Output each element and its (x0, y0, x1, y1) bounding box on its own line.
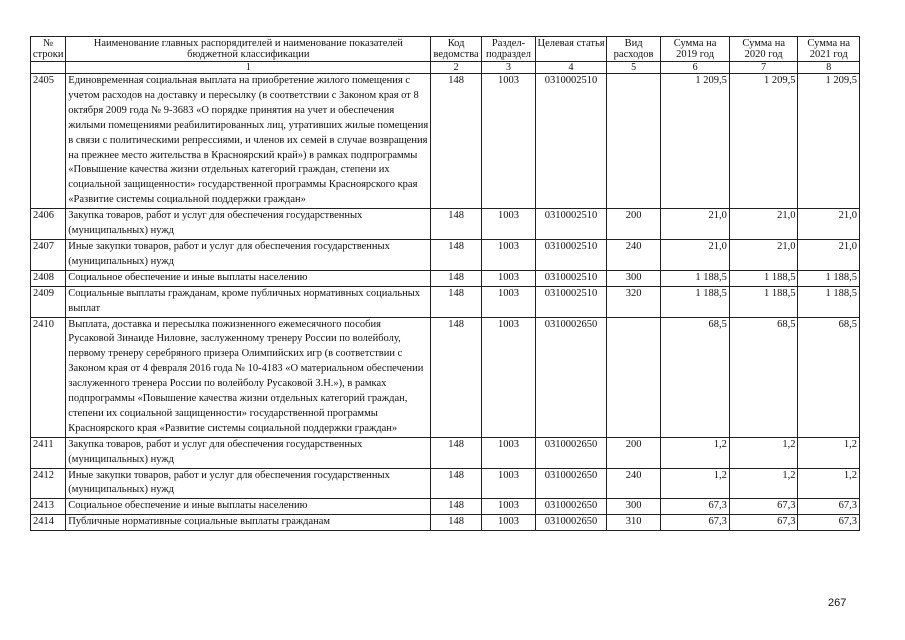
row-expense-type: 200 (606, 209, 660, 240)
row-name: Единовременная социальная выплата на приобретение жилого помещения с учетом расходов на доставку и пересылку (в соответствии с Законом края от 8 октября 2009 года № 9-3683 «О порядке принятия на учет и обеспечения жилыми помещениями реабилитированных лиц, утративших жилые помещения в связи с политическими репрессиями, и членов их семей в случае возвращения на прежнее место жительства в Красноярский край») в рамках подпрограммы «Повышение качества жизни отдельных категорий граждан, степени их социальной защищенности» государственной программы Красноярского края «Развитие системы социальной поддержки граждан» (66, 74, 431, 209)
row-section: 1003 (481, 499, 535, 515)
row-sum-2020: 21,0 (729, 239, 798, 270)
header-row (31, 37, 860, 62)
row-sum-2020: 67,3 (729, 515, 798, 531)
row-name: Иные закупки товаров, работ и услуг для обеспечения государственных (муниципальных) нужд (66, 468, 431, 499)
row-dept-code: 148 (431, 239, 481, 270)
header-name: Наименование главных распорядителей и наименование показателей бюджетной классификации (66, 37, 431, 62)
table-row (31, 209, 860, 240)
table-row (31, 499, 860, 515)
row-dept-code: 148 (431, 468, 481, 499)
row-number: 2407 (31, 239, 66, 270)
row-section: 1003 (481, 515, 535, 531)
row-sum-2019: 67,3 (661, 515, 730, 531)
row-number: 2405 (31, 74, 66, 209)
table-row (31, 239, 860, 270)
table-row (31, 468, 860, 499)
row-name: Закупка товаров, работ и услуг для обеспечения государственных (муниципальных) нужд (66, 437, 431, 468)
row-expense-type: 300 (606, 499, 660, 515)
table-row (31, 286, 860, 317)
row-number: 2406 (31, 209, 66, 240)
row-target: 0310002650 (536, 515, 607, 531)
row-number: 2409 (31, 286, 66, 317)
table-row (31, 437, 860, 468)
row-target: 0310002650 (536, 437, 607, 468)
row-sum-2020: 1 209,5 (729, 74, 798, 209)
row-target: 0310002510 (536, 74, 607, 209)
row-expense-type: 200 (606, 437, 660, 468)
row-section: 1003 (481, 468, 535, 499)
row-target: 0310002510 (536, 239, 607, 270)
row-sum-2021: 67,3 (798, 515, 860, 531)
header-dept-code: Код ведомства (431, 37, 481, 62)
column-number: 3 (481, 62, 535, 74)
row-name: Закупка товаров, работ и услуг для обеспечения государственных (муниципальных) нужд (66, 209, 431, 240)
row-expense-type: 320 (606, 286, 660, 317)
row-sum-2021: 1 209,5 (798, 74, 860, 209)
row-section: 1003 (481, 74, 535, 209)
column-number: 1 (66, 62, 431, 74)
row-sum-2019: 21,0 (661, 239, 730, 270)
row-sum-2019: 68,5 (661, 317, 730, 437)
column-number: 2 (431, 62, 481, 74)
row-target: 0310002510 (536, 286, 607, 317)
row-target: 0310002650 (536, 317, 607, 437)
row-sum-2019: 21,0 (661, 209, 730, 240)
row-section: 1003 (481, 239, 535, 270)
header-sum-2020: Сумма на 2020 год (729, 37, 798, 62)
row-name: Иные закупки товаров, работ и услуг для обеспечения государственных (муниципальных) нужд (66, 239, 431, 270)
row-dept-code: 148 (431, 209, 481, 240)
row-sum-2021: 1 188,5 (798, 270, 860, 286)
row-target: 0310002650 (536, 499, 607, 515)
budget-table (30, 36, 860, 531)
header-sum-2021: Сумма на 2021 год (798, 37, 860, 62)
row-number: 2412 (31, 468, 66, 499)
row-sum-2021: 1 188,5 (798, 286, 860, 317)
row-section: 1003 (481, 317, 535, 437)
row-sum-2019: 1,2 (661, 437, 730, 468)
column-number (31, 62, 66, 74)
row-number: 2410 (31, 317, 66, 437)
row-sum-2021: 21,0 (798, 209, 860, 240)
row-expense-type: 240 (606, 468, 660, 499)
row-sum-2020: 21,0 (729, 209, 798, 240)
row-dept-code: 148 (431, 286, 481, 317)
row-sum-2020: 1,2 (729, 468, 798, 499)
row-number: 2408 (31, 270, 66, 286)
column-number: 8 (798, 62, 860, 74)
header-expense-type: Вид расходов (606, 37, 660, 62)
row-sum-2020: 67,3 (729, 499, 798, 515)
header-sum-2019: Сумма на 2019 год (661, 37, 730, 62)
row-section: 1003 (481, 437, 535, 468)
row-sum-2019: 67,3 (661, 499, 730, 515)
header-section: Раздел-подраздел (481, 37, 535, 62)
table-row (31, 270, 860, 286)
row-dept-code: 148 (431, 437, 481, 468)
row-sum-2021: 21,0 (798, 239, 860, 270)
header-target: Целевая статья (536, 37, 607, 62)
row-expense-type: 310 (606, 515, 660, 531)
table-row (31, 515, 860, 531)
table-row (31, 74, 860, 209)
column-number: 6 (661, 62, 730, 74)
row-number: 2414 (31, 515, 66, 531)
row-dept-code: 148 (431, 499, 481, 515)
page-number: 267 (828, 597, 847, 609)
row-sum-2019: 1 188,5 (661, 270, 730, 286)
row-sum-2021: 1,2 (798, 437, 860, 468)
row-sum-2020: 68,5 (729, 317, 798, 437)
row-sum-2020: 1 188,5 (729, 270, 798, 286)
row-section: 1003 (481, 286, 535, 317)
row-number: 2411 (31, 437, 66, 468)
row-expense-type (606, 317, 660, 437)
row-sum-2020: 1 188,5 (729, 286, 798, 317)
row-name: Выплата, доставка и пересылка пожизненного ежемесячного пособия Русаковой Зинаиде Ниловне, заслуженному тренеру России по волейболу, первому тренеру серебряного призера Олимпийских игр (в соответствии с Законом края от 4 февраля 2016 года № 10-4183 «О материальном обеспечении заслуженного тренера России по волейболу Русаковой З.Н.»), в рамках подпрограммы «Повышение качества жизни отдельных категорий граждан, степени их социальной защищенности» государственной программы Красноярского края «Развитие системы социальной поддержки граждан» (66, 317, 431, 437)
row-target: 0310002650 (536, 468, 607, 499)
table-row (31, 317, 860, 437)
row-dept-code: 148 (431, 270, 481, 286)
row-sum-2021: 68,5 (798, 317, 860, 437)
row-dept-code: 148 (431, 515, 481, 531)
row-section: 1003 (481, 209, 535, 240)
row-target: 0310002510 (536, 270, 607, 286)
row-dept-code: 148 (431, 317, 481, 437)
row-number: 2413 (31, 499, 66, 515)
row-expense-type (606, 74, 660, 209)
row-sum-2019: 1,2 (661, 468, 730, 499)
row-sum-2021: 67,3 (798, 499, 860, 515)
row-sum-2020: 1,2 (729, 437, 798, 468)
row-sum-2019: 1 209,5 (661, 74, 730, 209)
row-target: 0310002510 (536, 209, 607, 240)
row-name: Социальное обеспечение и иные выплаты населению (66, 270, 431, 286)
row-name: Публичные нормативные социальные выплаты гражданам (66, 515, 431, 531)
column-number: 5 (606, 62, 660, 74)
column-number: 7 (729, 62, 798, 74)
column-number: 4 (536, 62, 607, 74)
column-number-row (31, 62, 860, 74)
row-sum-2019: 1 188,5 (661, 286, 730, 317)
row-sum-2021: 1,2 (798, 468, 860, 499)
row-dept-code: 148 (431, 74, 481, 209)
row-name: Социальное обеспечение и иные выплаты населению (66, 499, 431, 515)
row-section: 1003 (481, 270, 535, 286)
row-expense-type: 300 (606, 270, 660, 286)
header-row-no: № строки (31, 37, 66, 62)
row-name: Социальные выплаты гражданам, кроме публичных нормативных социальных выплат (66, 286, 431, 317)
row-expense-type: 240 (606, 239, 660, 270)
